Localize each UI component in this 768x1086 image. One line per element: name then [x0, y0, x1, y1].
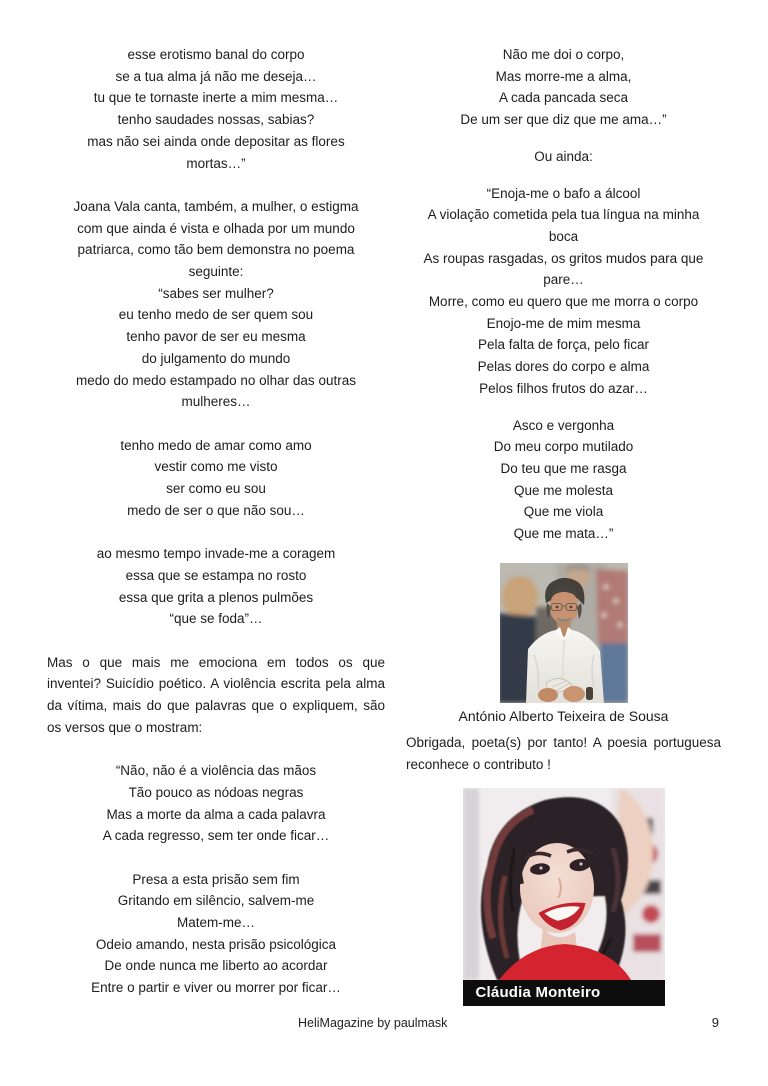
poem-line: pare…: [543, 272, 584, 288]
poem-line: ao mesmo tempo invade-me a coragem: [96, 546, 336, 562]
photo-antonio-caption: António Alberto Teixeira de Sousa: [458, 707, 669, 724]
poem-line: Não me doi o corpo,: [502, 47, 625, 62]
poem-line: ser como eu sou: [166, 481, 266, 497]
left-column: [47, 44, 385, 1006]
poem-line: eu tenho medo de ser quem sou: [118, 307, 314, 323]
poem-line: Pelas dores do corpo e alma: [477, 359, 650, 375]
closing-paragraph: Obrigada, poeta(s) por tanto! A poesia portuguesa reconhece o contributo !: [406, 735, 721, 773]
poem-line: mortas…”: [186, 155, 246, 171]
poem-line: A cada regresso, sem ter onde ficar…: [102, 828, 330, 844]
antonio-photo-illustration: [500, 563, 628, 703]
poem-line: patriarca, como tão bem demonstra no poema: [77, 242, 355, 258]
poem-line: Pela falta de força, pelo ficar: [477, 337, 650, 353]
photo-claudia: [463, 788, 665, 1006]
poem-line: se a tua alma já não me deseja…: [115, 68, 317, 84]
poem-stanza-enoja-me: [406, 183, 721, 400]
poem-stanza-erotismo: [47, 44, 385, 174]
poem-line: Ou ainda:: [534, 148, 593, 164]
claudia-photo-illustration: [463, 788, 665, 980]
page-number: 9: [711, 1015, 719, 1030]
poem-line: tenho pavor de ser eu mesma: [126, 329, 306, 345]
poem-line: Que me viola: [523, 504, 604, 520]
paragraph-joana-vala-and-poem: [47, 196, 385, 413]
poem-line: Do teu que me rasga: [500, 460, 627, 476]
poem-line: com que ainda é vista e olhada por um mundo: [77, 220, 355, 236]
poem-line: boca: [548, 228, 579, 244]
poem-line: essa que grita a plenos pulmões: [118, 589, 314, 605]
poem-line: Gritando em silêncio, salvem-me: [117, 893, 315, 909]
poem-line: vestir como me visto: [154, 459, 278, 475]
poem-line: tenho medo de amar como amo: [120, 437, 312, 453]
poem-line: medo de ser o que não sou…: [127, 502, 305, 518]
poem-line: Do meu corpo mutilado: [493, 439, 634, 455]
poem-line: Joana Vala canta, também, a mulher, o estigma: [73, 198, 359, 214]
paragraph-suicidio-poetico: Mas o que mais me emociona em todos os que inventei? Suicídio poético. A violência escrita pela alma da vítima, mais do que palavras que o expliquem, são os versos que o mostram:: [47, 654, 385, 735]
poem-line: mas não sei ainda onde depositar as flores: [87, 133, 345, 149]
interlude-ou-ainda: [406, 146, 721, 168]
poem-line: Mas a morte da alma a cada palavra: [106, 806, 326, 822]
poem-line: De onde nunca me liberto ao acordar: [104, 958, 328, 974]
poem-stanza-violencia: [47, 760, 385, 847]
poem-line: Que me molesta: [513, 482, 614, 498]
poem-line: De um ser que diz que me ama…”: [460, 112, 667, 128]
poem-line: Asco e vergonha: [512, 417, 615, 433]
photo-claudia-caption: Cláudia Monteiro: [475, 984, 601, 1002]
poem-stanza-asco: [406, 415, 721, 545]
poem-stanza-nao-me-doi: [406, 44, 721, 131]
poem-line: A violação cometida pela tua língua na minha: [427, 207, 700, 223]
poem-line: tu que te tornaste inerte a mim mesma…: [93, 90, 339, 106]
poem-line: essa que se estampa no rosto: [125, 567, 307, 583]
poem-line: As roupas rasgadas, os gritos mudos para que: [423, 250, 704, 266]
poem-line: “que se foda”…: [169, 611, 263, 627]
poem-stanza-prisao: [47, 869, 385, 999]
poem-line: do julgamento do mundo: [141, 350, 291, 366]
poem-line: A cada pancada seca: [498, 90, 629, 106]
poem-line: Pelos filhos frutos do azar…: [479, 380, 648, 396]
poem-line: medo do medo estampado no olhar das outras: [76, 372, 356, 388]
poem-line: Tão pouco as nódoas negras: [128, 784, 304, 800]
right-column: [406, 44, 721, 1006]
poem-line: Presa a esta prisão sem fim: [132, 871, 300, 887]
right-column-text: [406, 44, 721, 545]
photo-claudia-caption-bar: [463, 980, 665, 1006]
two-column-layout: [47, 44, 721, 1006]
footer-credit: HeliMagazine by paulmask: [298, 1016, 448, 1030]
photo-antonio: [500, 563, 628, 703]
poem-line: mulheres…: [181, 394, 251, 410]
poem-line: tenho saudades nossas, sabias?: [117, 112, 315, 128]
poem-line: Odeio amando, nesta prisão psicológica: [95, 936, 337, 952]
poem-stanza-coragem: [47, 543, 385, 630]
poem-line: Entre o partir e viver ou morrer por ficar…: [91, 980, 341, 996]
poem-stanza-tenho-medo: [47, 435, 385, 522]
poem-line: esse erotismo banal do corpo: [127, 47, 305, 62]
poem-line: Enojo-me de mim mesma: [486, 315, 641, 331]
poem-line: “sabes ser mulher?: [158, 285, 274, 301]
poem-line: “Enoja-me o bafo a álcool: [486, 185, 641, 201]
poem-line: “Não, não é a violência das mãos: [115, 763, 317, 779]
poem-line: seguinte:: [188, 264, 244, 280]
poem-line: Morre, como eu quero que me morra o corpo: [428, 294, 699, 310]
poem-line: Matem-me…: [176, 915, 255, 931]
poem-line: Mas morre-me a alma,: [495, 68, 632, 84]
poem-line: Que me mata…”: [513, 526, 614, 542]
